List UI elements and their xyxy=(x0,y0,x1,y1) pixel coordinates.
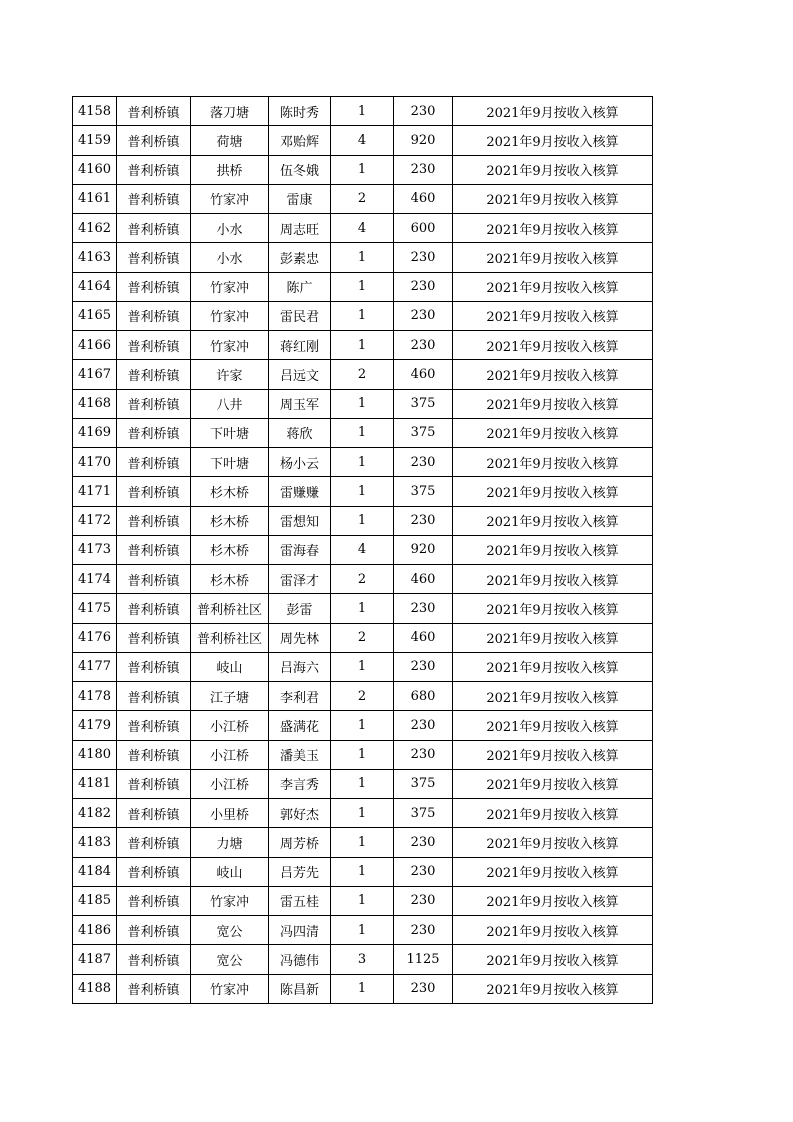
name-cell: 陈广 xyxy=(269,272,331,301)
town-cell: 普利桥镇 xyxy=(117,886,191,915)
table-row xyxy=(73,828,653,857)
household-count-cell: 1 xyxy=(331,886,394,915)
amount-cell: 230 xyxy=(394,331,453,360)
row-id-cell: 4161 xyxy=(73,184,117,213)
village-cell: 小江桥 xyxy=(191,711,269,740)
amount-cell: 230 xyxy=(394,886,453,915)
row-id-cell: 4166 xyxy=(73,331,117,360)
amount-cell: 460 xyxy=(394,360,453,389)
row-id-cell: 4183 xyxy=(73,828,117,857)
table-row xyxy=(73,243,653,272)
household-count-cell: 1 xyxy=(331,477,394,506)
town-cell: 普利桥镇 xyxy=(117,535,191,564)
household-count-cell: 1 xyxy=(331,97,394,126)
name-cell: 雷想知 xyxy=(269,506,331,535)
amount-cell: 230 xyxy=(394,506,453,535)
amount-cell: 375 xyxy=(394,389,453,418)
household-count-cell: 1 xyxy=(331,857,394,886)
amount-cell: 375 xyxy=(394,799,453,828)
town-cell: 普利桥镇 xyxy=(117,623,191,652)
note-cell: 2021年9月按收入核算 xyxy=(453,828,653,857)
note-cell: 2021年9月按收入核算 xyxy=(453,448,653,477)
amount-cell: 230 xyxy=(394,857,453,886)
household-count-cell: 1 xyxy=(331,272,394,301)
row-id-cell: 4179 xyxy=(73,711,117,740)
row-id-cell: 4162 xyxy=(73,214,117,243)
table-row xyxy=(73,652,653,681)
village-cell: 竹家冲 xyxy=(191,886,269,915)
village-cell: 小水 xyxy=(191,243,269,272)
household-count-cell: 2 xyxy=(331,565,394,594)
table-row xyxy=(73,331,653,360)
town-cell: 普利桥镇 xyxy=(117,243,191,272)
note-cell: 2021年9月按收入核算 xyxy=(453,565,653,594)
table-row xyxy=(73,214,653,243)
table-row xyxy=(73,535,653,564)
household-count-cell: 1 xyxy=(331,155,394,184)
name-cell: 雷民君 xyxy=(269,301,331,330)
name-cell: 邓贻辉 xyxy=(269,126,331,155)
amount-cell: 230 xyxy=(394,155,453,184)
amount-cell: 230 xyxy=(394,272,453,301)
table-body xyxy=(73,97,653,1004)
town-cell: 普利桥镇 xyxy=(117,594,191,623)
village-cell: 八井 xyxy=(191,389,269,418)
amount-cell: 920 xyxy=(394,535,453,564)
town-cell: 普利桥镇 xyxy=(117,711,191,740)
household-count-cell: 1 xyxy=(331,769,394,798)
village-cell: 杉木桥 xyxy=(191,506,269,535)
household-count-cell: 1 xyxy=(331,711,394,740)
amount-cell: 600 xyxy=(394,214,453,243)
name-cell: 雷康 xyxy=(269,184,331,213)
row-id-cell: 4158 xyxy=(73,97,117,126)
row-id-cell: 4169 xyxy=(73,418,117,447)
name-cell: 雷五桂 xyxy=(269,886,331,915)
note-cell: 2021年9月按收入核算 xyxy=(453,97,653,126)
table-row xyxy=(73,740,653,769)
village-cell: 竹家冲 xyxy=(191,301,269,330)
village-cell: 杉木桥 xyxy=(191,477,269,506)
town-cell: 普利桥镇 xyxy=(117,974,191,1003)
amount-cell: 1125 xyxy=(394,945,453,974)
note-cell: 2021年9月按收入核算 xyxy=(453,126,653,155)
amount-cell: 460 xyxy=(394,184,453,213)
table-row xyxy=(73,945,653,974)
name-cell: 周芳桥 xyxy=(269,828,331,857)
village-cell: 拱桥 xyxy=(191,155,269,184)
row-id-cell: 4180 xyxy=(73,740,117,769)
row-id-cell: 4177 xyxy=(73,652,117,681)
amount-cell: 230 xyxy=(394,828,453,857)
note-cell: 2021年9月按收入核算 xyxy=(453,360,653,389)
name-cell: 吕芳先 xyxy=(269,857,331,886)
household-count-cell: 1 xyxy=(331,916,394,945)
name-cell: 雷泽才 xyxy=(269,565,331,594)
household-count-cell: 1 xyxy=(331,389,394,418)
row-id-cell: 4160 xyxy=(73,155,117,184)
table-row xyxy=(73,506,653,535)
name-cell: 吕海六 xyxy=(269,652,331,681)
row-id-cell: 4173 xyxy=(73,535,117,564)
table-row xyxy=(73,389,653,418)
amount-cell: 230 xyxy=(394,916,453,945)
town-cell: 普利桥镇 xyxy=(117,418,191,447)
village-cell: 竹家冲 xyxy=(191,184,269,213)
village-cell: 许家 xyxy=(191,360,269,389)
town-cell: 普利桥镇 xyxy=(117,506,191,535)
name-cell: 蒋红刚 xyxy=(269,331,331,360)
table-row xyxy=(73,857,653,886)
note-cell: 2021年9月按收入核算 xyxy=(453,652,653,681)
household-count-cell: 1 xyxy=(331,594,394,623)
table-row xyxy=(73,974,653,1003)
table-row xyxy=(73,126,653,155)
note-cell: 2021年9月按收入核算 xyxy=(453,682,653,711)
amount-cell: 230 xyxy=(394,448,453,477)
town-cell: 普利桥镇 xyxy=(117,769,191,798)
village-cell: 小江桥 xyxy=(191,740,269,769)
name-cell: 李言秀 xyxy=(269,769,331,798)
note-cell: 2021年9月按收入核算 xyxy=(453,945,653,974)
note-cell: 2021年9月按收入核算 xyxy=(453,155,653,184)
village-cell: 小水 xyxy=(191,214,269,243)
row-id-cell: 4175 xyxy=(73,594,117,623)
row-id-cell: 4163 xyxy=(73,243,117,272)
town-cell: 普利桥镇 xyxy=(117,916,191,945)
table-row xyxy=(73,799,653,828)
table-row xyxy=(73,155,653,184)
amount-cell: 375 xyxy=(394,418,453,447)
name-cell: 冯德伟 xyxy=(269,945,331,974)
row-id-cell: 4165 xyxy=(73,301,117,330)
village-cell: 竹家冲 xyxy=(191,974,269,1003)
row-id-cell: 4171 xyxy=(73,477,117,506)
name-cell: 彭雷 xyxy=(269,594,331,623)
household-count-cell: 1 xyxy=(331,506,394,535)
assistance-table xyxy=(72,96,653,1004)
village-cell: 普利桥社区 xyxy=(191,623,269,652)
amount-cell: 680 xyxy=(394,682,453,711)
name-cell: 郭好杰 xyxy=(269,799,331,828)
name-cell: 雷海春 xyxy=(269,535,331,564)
household-count-cell: 4 xyxy=(331,214,394,243)
household-count-cell: 2 xyxy=(331,360,394,389)
row-id-cell: 4176 xyxy=(73,623,117,652)
table-row xyxy=(73,418,653,447)
note-cell: 2021年9月按收入核算 xyxy=(453,886,653,915)
name-cell: 李利君 xyxy=(269,682,331,711)
table-row xyxy=(73,769,653,798)
town-cell: 普利桥镇 xyxy=(117,828,191,857)
name-cell: 蒋欣 xyxy=(269,418,331,447)
household-count-cell: 3 xyxy=(331,945,394,974)
village-cell: 下叶塘 xyxy=(191,448,269,477)
village-cell: 竹家冲 xyxy=(191,272,269,301)
town-cell: 普利桥镇 xyxy=(117,565,191,594)
amount-cell: 230 xyxy=(394,301,453,330)
table-row xyxy=(73,886,653,915)
household-count-cell: 1 xyxy=(331,243,394,272)
household-count-cell: 1 xyxy=(331,331,394,360)
row-id-cell: 4174 xyxy=(73,565,117,594)
village-cell: 宽公 xyxy=(191,916,269,945)
name-cell: 雷赚赚 xyxy=(269,477,331,506)
household-count-cell: 1 xyxy=(331,418,394,447)
row-id-cell: 4186 xyxy=(73,916,117,945)
note-cell: 2021年9月按收入核算 xyxy=(453,243,653,272)
row-id-cell: 4178 xyxy=(73,682,117,711)
table-row xyxy=(73,301,653,330)
household-count-cell: 1 xyxy=(331,301,394,330)
household-count-cell: 4 xyxy=(331,535,394,564)
table-row xyxy=(73,184,653,213)
town-cell: 普利桥镇 xyxy=(117,272,191,301)
table-row xyxy=(73,711,653,740)
town-cell: 普利桥镇 xyxy=(117,126,191,155)
town-cell: 普利桥镇 xyxy=(117,448,191,477)
row-id-cell: 4184 xyxy=(73,857,117,886)
note-cell: 2021年9月按收入核算 xyxy=(453,272,653,301)
note-cell: 2021年9月按收入核算 xyxy=(453,594,653,623)
table-row xyxy=(73,565,653,594)
name-cell: 杨小云 xyxy=(269,448,331,477)
name-cell: 彭素忠 xyxy=(269,243,331,272)
note-cell: 2021年9月按收入核算 xyxy=(453,535,653,564)
village-cell: 落刀塘 xyxy=(191,97,269,126)
note-cell: 2021年9月按收入核算 xyxy=(453,857,653,886)
note-cell: 2021年9月按收入核算 xyxy=(453,389,653,418)
name-cell: 潘美玉 xyxy=(269,740,331,769)
table-row xyxy=(73,594,653,623)
table-row xyxy=(73,272,653,301)
row-id-cell: 4164 xyxy=(73,272,117,301)
village-cell: 宽公 xyxy=(191,945,269,974)
amount-cell: 230 xyxy=(394,711,453,740)
amount-cell: 230 xyxy=(394,97,453,126)
note-cell: 2021年9月按收入核算 xyxy=(453,301,653,330)
table-row xyxy=(73,477,653,506)
amount-cell: 920 xyxy=(394,126,453,155)
row-id-cell: 4188 xyxy=(73,974,117,1003)
row-id-cell: 4187 xyxy=(73,945,117,974)
village-cell: 岐山 xyxy=(191,652,269,681)
table-row xyxy=(73,360,653,389)
town-cell: 普利桥镇 xyxy=(117,652,191,681)
row-id-cell: 4168 xyxy=(73,389,117,418)
household-count-cell: 2 xyxy=(331,184,394,213)
row-id-cell: 4159 xyxy=(73,126,117,155)
name-cell: 伍冬娥 xyxy=(269,155,331,184)
amount-cell: 460 xyxy=(394,623,453,652)
row-id-cell: 4185 xyxy=(73,886,117,915)
amount-cell: 460 xyxy=(394,565,453,594)
amount-cell: 375 xyxy=(394,477,453,506)
name-cell: 盛满花 xyxy=(269,711,331,740)
town-cell: 普利桥镇 xyxy=(117,301,191,330)
note-cell: 2021年9月按收入核算 xyxy=(453,214,653,243)
note-cell: 2021年9月按收入核算 xyxy=(453,331,653,360)
row-id-cell: 4167 xyxy=(73,360,117,389)
village-cell: 江子塘 xyxy=(191,682,269,711)
town-cell: 普利桥镇 xyxy=(117,389,191,418)
name-cell: 周玉军 xyxy=(269,389,331,418)
town-cell: 普利桥镇 xyxy=(117,740,191,769)
amount-cell: 230 xyxy=(394,594,453,623)
household-count-cell: 1 xyxy=(331,974,394,1003)
village-cell: 竹家冲 xyxy=(191,331,269,360)
note-cell: 2021年9月按收入核算 xyxy=(453,623,653,652)
note-cell: 2021年9月按收入核算 xyxy=(453,184,653,213)
household-count-cell: 1 xyxy=(331,799,394,828)
name-cell: 吕远文 xyxy=(269,360,331,389)
name-cell: 周志旺 xyxy=(269,214,331,243)
note-cell: 2021年9月按收入核算 xyxy=(453,916,653,945)
amount-cell: 375 xyxy=(394,769,453,798)
town-cell: 普利桥镇 xyxy=(117,945,191,974)
row-id-cell: 4172 xyxy=(73,506,117,535)
village-cell: 下叶塘 xyxy=(191,418,269,447)
household-count-cell: 1 xyxy=(331,740,394,769)
note-cell: 2021年9月按收入核算 xyxy=(453,506,653,535)
note-cell: 2021年9月按收入核算 xyxy=(453,418,653,447)
table-row xyxy=(73,623,653,652)
note-cell: 2021年9月按收入核算 xyxy=(453,769,653,798)
amount-cell: 230 xyxy=(394,974,453,1003)
amount-cell: 230 xyxy=(394,652,453,681)
household-count-cell: 1 xyxy=(331,652,394,681)
row-id-cell: 4170 xyxy=(73,448,117,477)
note-cell: 2021年9月按收入核算 xyxy=(453,711,653,740)
note-cell: 2021年9月按收入核算 xyxy=(453,477,653,506)
name-cell: 陈昌新 xyxy=(269,974,331,1003)
row-id-cell: 4182 xyxy=(73,799,117,828)
note-cell: 2021年9月按收入核算 xyxy=(453,799,653,828)
table-row xyxy=(73,682,653,711)
row-id-cell: 4181 xyxy=(73,769,117,798)
village-cell: 普利桥社区 xyxy=(191,594,269,623)
name-cell: 周先林 xyxy=(269,623,331,652)
village-cell: 小里桥 xyxy=(191,799,269,828)
amount-cell: 230 xyxy=(394,740,453,769)
village-cell: 杉木桥 xyxy=(191,565,269,594)
town-cell: 普利桥镇 xyxy=(117,682,191,711)
village-cell: 岐山 xyxy=(191,857,269,886)
town-cell: 普利桥镇 xyxy=(117,214,191,243)
town-cell: 普利桥镇 xyxy=(117,184,191,213)
household-count-cell: 1 xyxy=(331,448,394,477)
town-cell: 普利桥镇 xyxy=(117,331,191,360)
village-cell: 杉木桥 xyxy=(191,535,269,564)
amount-cell: 230 xyxy=(394,243,453,272)
village-cell: 小江桥 xyxy=(191,769,269,798)
table-row xyxy=(73,448,653,477)
note-cell: 2021年9月按收入核算 xyxy=(453,974,653,1003)
table-row xyxy=(73,916,653,945)
town-cell: 普利桥镇 xyxy=(117,97,191,126)
table-row xyxy=(73,97,653,126)
name-cell: 陈时秀 xyxy=(269,97,331,126)
household-count-cell: 4 xyxy=(331,126,394,155)
name-cell: 冯四清 xyxy=(269,916,331,945)
town-cell: 普利桥镇 xyxy=(117,477,191,506)
village-cell: 力塘 xyxy=(191,828,269,857)
village-cell: 荷塘 xyxy=(191,126,269,155)
household-count-cell: 2 xyxy=(331,623,394,652)
town-cell: 普利桥镇 xyxy=(117,799,191,828)
household-count-cell: 2 xyxy=(331,682,394,711)
note-cell: 2021年9月按收入核算 xyxy=(453,740,653,769)
town-cell: 普利桥镇 xyxy=(117,857,191,886)
household-count-cell: 1 xyxy=(331,828,394,857)
town-cell: 普利桥镇 xyxy=(117,360,191,389)
town-cell: 普利桥镇 xyxy=(117,155,191,184)
